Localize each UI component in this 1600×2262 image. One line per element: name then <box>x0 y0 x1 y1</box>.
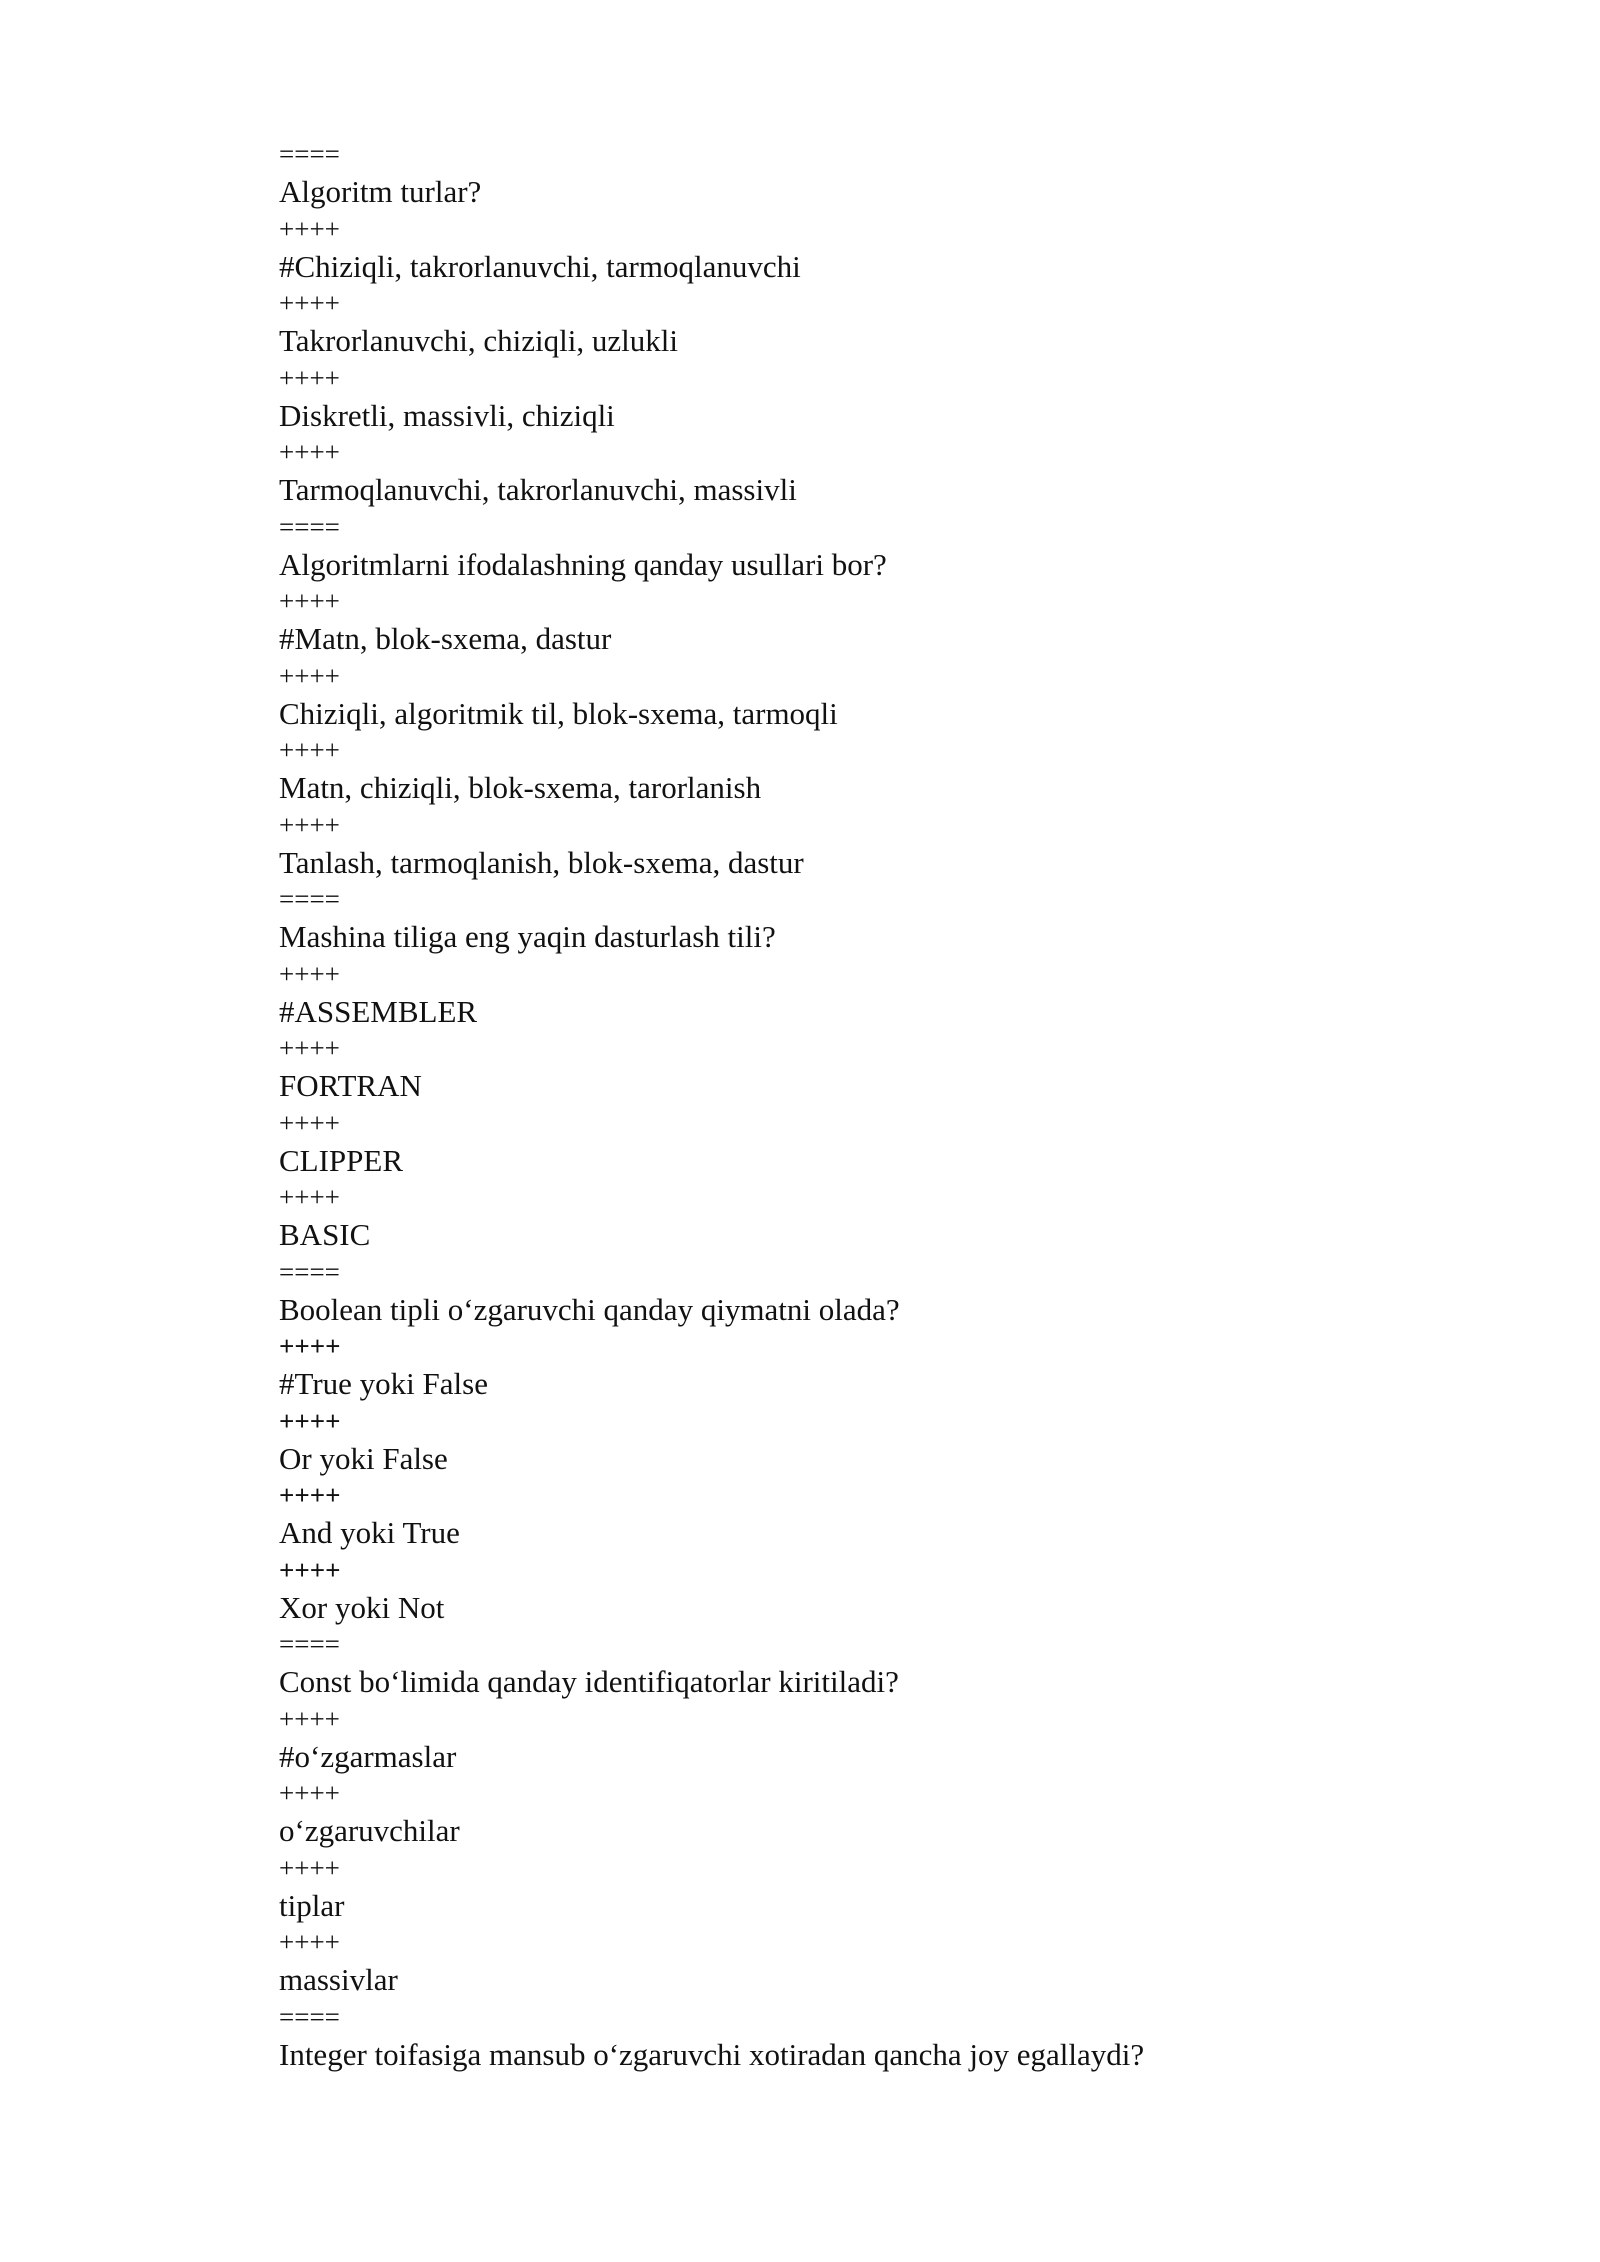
separator-line: ++++ <box>279 1704 340 1734</box>
answer-option-line: o‘zgaruvchilar <box>279 1813 460 1848</box>
separator-line: ++++ <box>279 1927 340 1957</box>
answer-option-line: And yoki True <box>279 1515 460 1550</box>
separator-line: ++++ <box>279 288 340 318</box>
separator-line: ++++ <box>279 1182 340 1212</box>
separator-line: ++++ <box>279 661 340 691</box>
correct-answer-line: #True yoki False <box>279 1366 488 1401</box>
separator-line: ++++ <box>279 1555 341 1585</box>
separator-line: ==== <box>279 884 340 914</box>
question-line: Mashina tiliga eng yaqin dasturlash tili? <box>279 919 776 954</box>
answer-option-line: Xor yoki Not <box>279 1590 445 1625</box>
answer-option-line: Diskretli, massivli, chiziqli <box>279 398 615 433</box>
answer-option-line: Tarmoqlanuvchi, takrorlanuvchi, massivli <box>279 472 797 507</box>
answer-option-line: massivlar <box>279 1962 398 1997</box>
separator-line: ++++ <box>279 1331 341 1361</box>
question-line: Algoritmlarni ifodalashning qanday usullari bor? <box>279 547 887 582</box>
separator-line: ++++ <box>279 363 340 393</box>
separator-line: ++++ <box>279 1406 341 1436</box>
question-line: Algoritm turlar? <box>279 174 482 209</box>
correct-answer-line: #o‘zgarmaslar <box>279 1739 457 1774</box>
separator-line: ++++ <box>279 1853 340 1883</box>
separator-line: ==== <box>279 1629 340 1659</box>
separator-line: ++++ <box>279 586 340 616</box>
answer-option-line: BASIC <box>279 1217 371 1252</box>
separator-line: ==== <box>279 139 340 169</box>
separator-line: ++++ <box>279 959 340 989</box>
answer-option-line: Chiziqli, algoritmik til, blok-sxema, tarmoqli <box>279 696 838 731</box>
separator-line: ++++ <box>279 1778 340 1808</box>
separator-line: ==== <box>279 512 340 542</box>
question-line: Integer toifasiga mansub o‘zgaruvchi xotiradan qancha joy egallaydi? <box>279 2037 1145 2072</box>
separator-line: ==== <box>279 1257 340 1287</box>
separator-line: ++++ <box>279 1033 340 1063</box>
separator-line: ++++ <box>279 214 340 244</box>
answer-option-line: Tanlash, tarmoqlanish, blok-sxema, dastur <box>279 845 804 880</box>
answer-option-line: Or yoki False <box>279 1441 448 1476</box>
correct-answer-line: #ASSEMBLER <box>279 994 478 1029</box>
separator-line: ++++ <box>279 1480 341 1510</box>
separator-line: ++++ <box>279 1108 340 1138</box>
correct-answer-line: #Matn, blok-sxema, dastur <box>279 621 612 656</box>
separator-line: ==== <box>279 2002 340 2032</box>
separator-line: ++++ <box>279 437 340 467</box>
answer-option-line: Takrorlanuvchi, chiziqli, uzlukli <box>279 323 678 358</box>
separator-line: ++++ <box>279 735 340 765</box>
correct-answer-line: #Chiziqli, takrorlanuvchi, tarmoqlanuvchi <box>279 249 801 284</box>
separator-line: ++++ <box>279 810 340 840</box>
question-line: Const bo‘limida qanday identifiqatorlar kiritiladi? <box>279 1664 899 1699</box>
answer-option-line: CLIPPER <box>279 1143 404 1178</box>
question-line: Boolean tipli o‘zgaruvchi qanday qiymatni olada? <box>279 1292 900 1327</box>
answer-option-line: tiplar <box>279 1888 345 1923</box>
answer-option-line: Matn, chiziqli, blok-sxema, tarorlanish <box>279 770 762 805</box>
answer-option-line: FORTRAN <box>279 1068 422 1103</box>
